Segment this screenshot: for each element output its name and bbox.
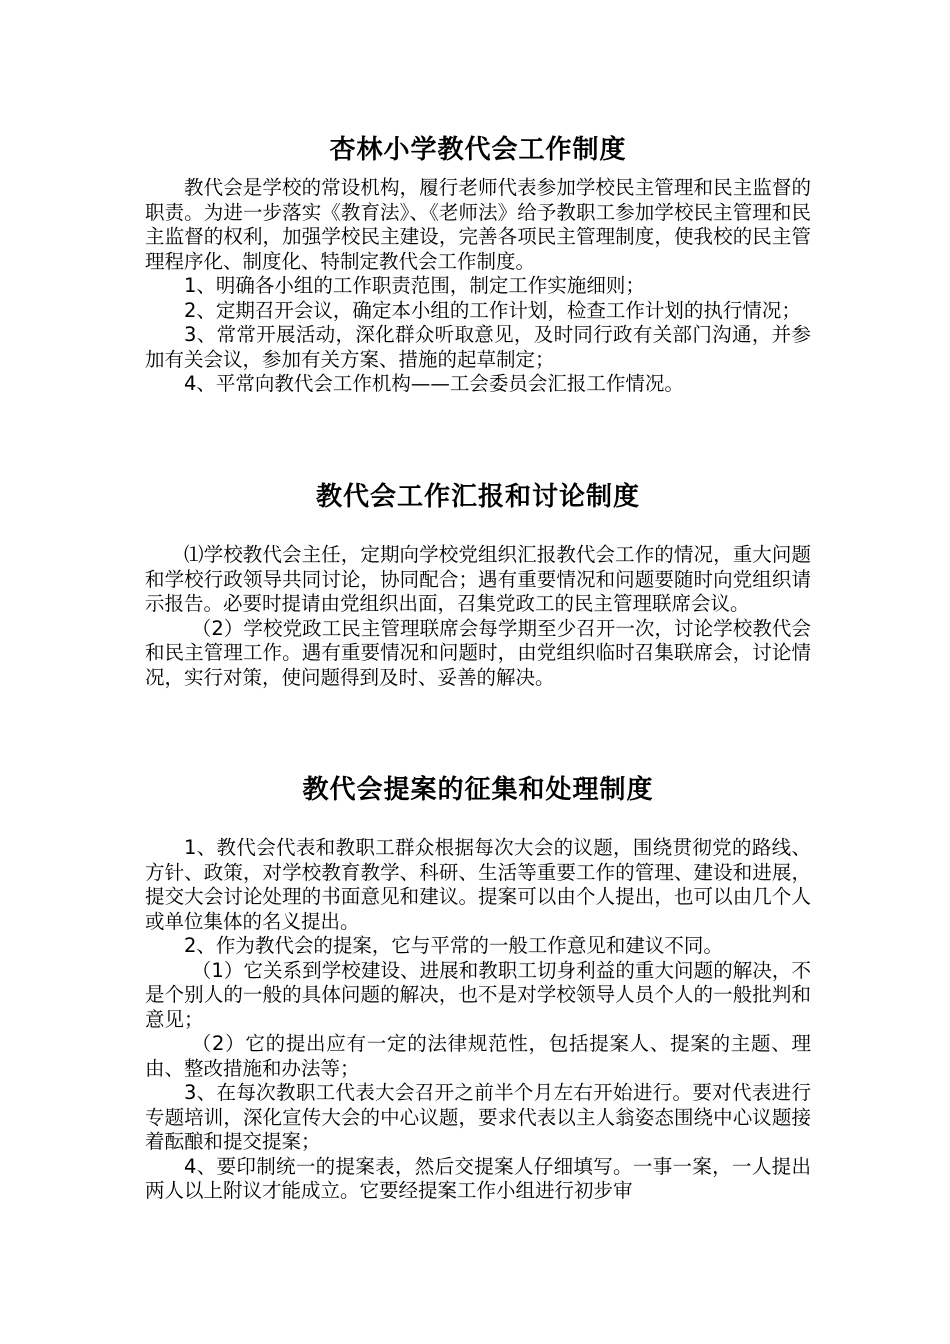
section-body-3 [145,836,811,1204]
paragraph-proposal-2-1: （1）它关系到学校建设、进展和教职工切身利益的重大问题的解决，不是个别人的一般的具体问题的解决，也不是对学校领导人员个人的一般批判和意见； [145,958,811,1031]
paragraph-proposal-3: 3、在每次教职工代表大会召开之前半个月左右开始进行。要对代表进行专题培训，深化宣传大会的中心议题，要求代表以主人翁姿态围绕中心议题接着酝酿和提交提案； [145,1081,811,1153]
paragraph-intro: 教代会是学校的常设机构，履行老师代表参加学校民主管理和民主监督的职责。为进一步落实《教育法》、《老师法》给予教职工参加学校民主管理和民主监督的权利，加强学校民主建设，完善各项民主管理制度，使我校的民主管理程序化、制度化、特制定教代会工作制度。 [145,176,811,273]
paragraph-item-2: 2、定期召开会议，确定本小组的工作计划，检查工作计划的执行情况； [184,298,801,322]
paragraph-report-1: ⑴学校教代会主任，定期向学校党组织汇报教代会工作的情况，重大问题和学校行政领导共同讨论，协同配合；遇有重要情况和问题要随时向党组织请示报告。必要时提请由党组织出面，召集党政工的民主管理联席会议。 [145,543,811,615]
paragraph-item-1: 1、明确各小组的工作职责范围，制定工作实施细则； [184,274,645,297]
section-title-3: 教代会提案的征集和处理制度 [302,775,654,805]
paragraph-item-4: 4、平常向教代会工作机构——工会委员会汇报工作情况。 [184,372,684,395]
paragraph-item-3: 3、常常开展活动，深化群众听取意见，及时同行政有关部门沟通，并参加有关会议，参加有关方案、措施的起草制定； [145,323,811,371]
paragraph-proposal-2: 2、作为教代会的提案，它与平常的一般工作意见和建议不同。 [184,934,723,957]
section-title-2: 教代会工作汇报和讨论制度 [315,482,640,512]
paragraph-proposal-2-2: （2）它的提出应有一定的法律规范性，包括提案人、提案的主题、理由、整改措施和办法等； [145,1032,811,1080]
section-body-2 [145,543,811,690]
paragraph-proposal-1: 1、教代会代表和教职工群众根据每次大会的议题，围绕贯彻党的路线、方针、政策，对学校教育教学、科研、生活等重要工作的管理、建设和进展，提交大会讨论处理的书面意见和建议。提案可以由个人提出，也可以由几个人或单位集体的名义提出。 [145,836,811,933]
paragraph-proposal-4: 4、要印制统一的提案表，然后交提案人仔细填写。一事一案，一人提出两人以上附议才能成立。它要经提案工作小组进行初步审 [145,1154,811,1202]
section-body-1 [145,176,811,397]
paragraph-report-2: （2）学校党政工民主管理联席会每学期至少召开一次，讨论学校教代会和民主管理工作。遇有重要情况和问题时，由党组织临时召集联席会，讨论情况，实行对策，使问题得到及时、妥善的解决。 [145,616,811,689]
section-title-1: 杏林小学教代会工作制度 [329,135,627,165]
